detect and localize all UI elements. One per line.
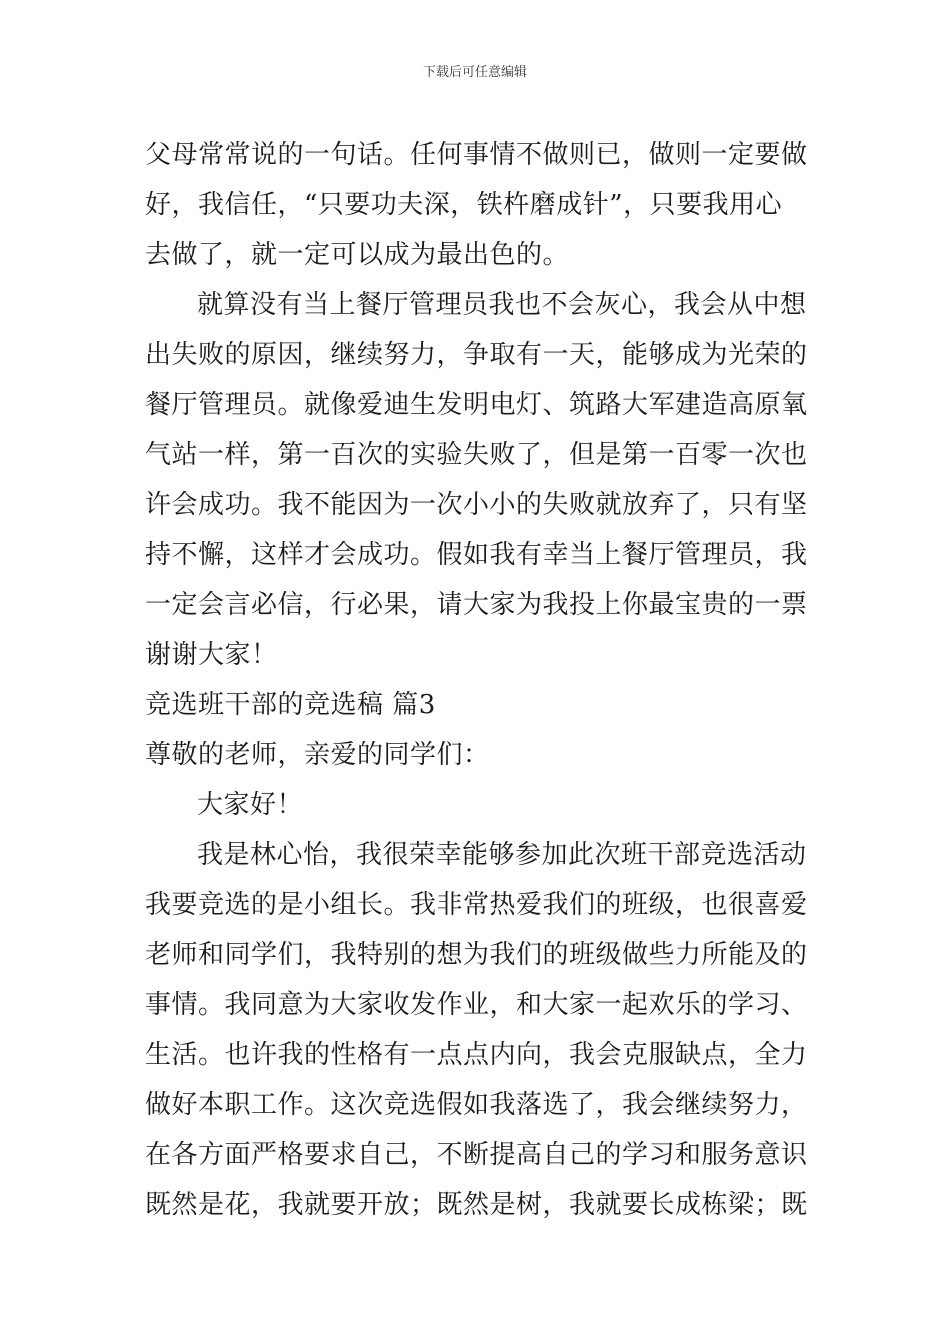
text-line: 就算没有当上餐厅管理员我也不会灰心，我会从中想 — [197, 290, 807, 320]
text-line: 老师和同学们，我特别的想为我们的班级做些力所能及的 — [145, 940, 808, 970]
text-line: 谢谢大家！ — [145, 640, 278, 670]
text-line: 父母常常说的一句话。任何事情不做则已，做则一定要做 — [145, 140, 808, 170]
text-line: 我是林心怡，我很荣幸能够参加此次班干部竞选活动 — [197, 840, 807, 870]
text-line: 尊敬的老师，亲爱的同学们： — [145, 740, 490, 770]
document-body — [145, 130, 810, 1230]
text-line: 大家好！ — [197, 790, 304, 820]
text-line: 去做了，就一定可以成为最出色的。 — [145, 240, 570, 270]
text-line: 餐厅管理员。就像爱迪生发明电灯、筑路大军建造高原氧 — [145, 390, 808, 420]
text-line: 持不懈，这样才会成功。假如我有幸当上餐厅管理员，我 — [145, 540, 808, 570]
text-line: 出失败的原因，继续努力，争取有一天，能够成为光荣的 — [145, 340, 808, 370]
text-line: 气站一样，第一百次的实验失败了，但是第一百零一次也 — [145, 440, 808, 470]
text-line: 生活。也许我的性格有一点点内向，我会克服缺点，全力 — [145, 1040, 808, 1070]
text-line: 做好本职工作。这次竞选假如我落选了，我会继续努力， — [145, 1090, 808, 1120]
text-line: 既然是花，我就要开放；既然是树，我就要长成栋梁；既 — [145, 1190, 808, 1220]
text-line: 许会成功。我不能因为一次小小的失败就放弃了，只有坚 — [145, 490, 808, 520]
text-line: 一定会言必信，行必果，请大家为我投上你最宝贵的一票 — [145, 590, 808, 620]
text-line: 竞选班干部的竞选稿 篇3 — [145, 690, 436, 720]
text-line: 事情。我同意为大家收发作业，和大家一起欢乐的学习、 — [145, 990, 808, 1020]
text-line: 我要竞选的是小组长。我非常热爱我们的班级，也很喜爱 — [145, 890, 808, 920]
page-header-note: 下载后可任意编辑 — [422, 65, 527, 80]
text-line: 在各方面严格要求自己，不断提高自己的学习和服务意识 — [145, 1140, 808, 1170]
text-line: 好，我信任，“只要功夫深，铁杵磨成针”，只要我用心 — [145, 190, 783, 220]
